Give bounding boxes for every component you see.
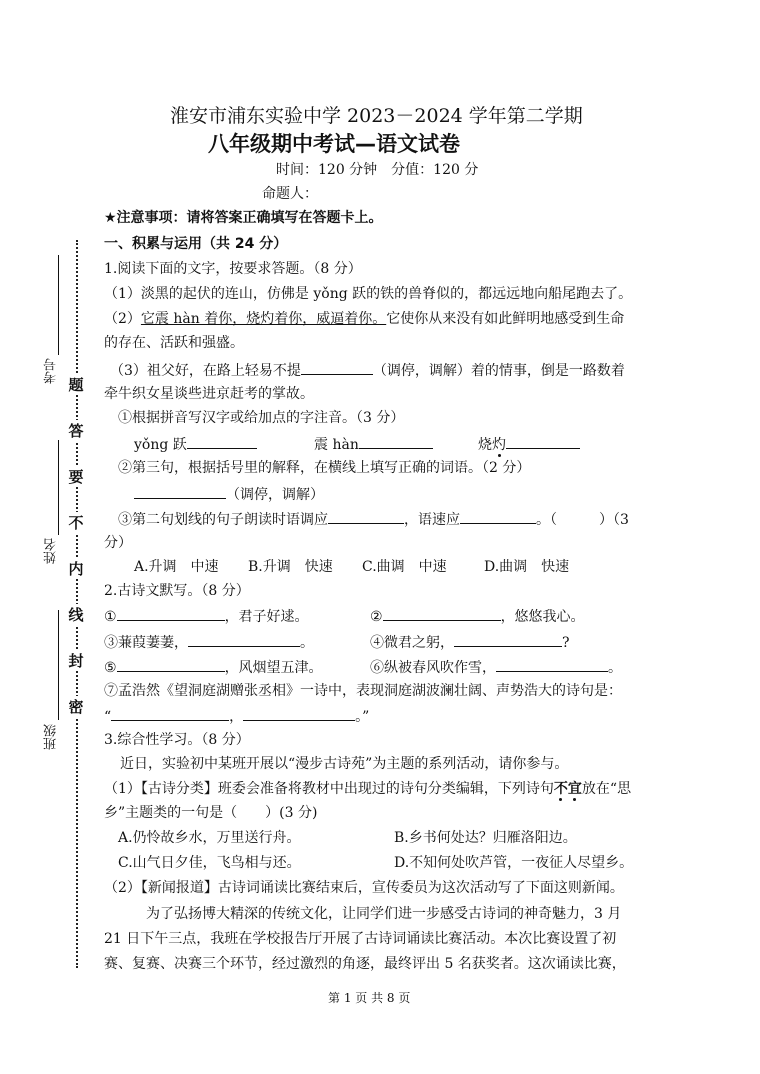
q2-text-5: ，风烟望五津。 <box>224 660 323 676</box>
poem-blank-7[interactable] <box>111 706 229 721</box>
q1-sub3 <box>118 509 629 529</box>
q1-p3-blank[interactable] <box>301 360 373 375</box>
q2-num-5: ⑤ <box>104 660 117 676</box>
q1-sub3-cont: 分） <box>104 535 132 551</box>
name-answer-line <box>58 440 59 535</box>
q2-end-4: ? <box>562 635 570 651</box>
time-score: 时间：120 分钟 分值：120 分 <box>276 162 479 178</box>
q2-line-7: ⑦孟浩然《望洞庭湖赠张丞相》一诗中，表现洞庭湖波澜壮阔、声势浩大的诗句是： <box>104 683 622 699</box>
answer-blank-yong[interactable] <box>187 434 257 449</box>
answer-blank-han[interactable] <box>359 434 433 449</box>
q2-text-4: ④微君之躬， <box>370 635 454 651</box>
q2-text-1: ，君子好逑。 <box>224 609 309 625</box>
q2-line-2 <box>370 606 585 626</box>
q1-option-a[interactable]: A.升调 中速 <box>134 559 219 575</box>
q3-dotted-bu: 不 <box>553 781 568 797</box>
q2-num-1: ① <box>104 609 117 625</box>
q3-sub2: （2）【新闻报道】古诗词诵读比赛结束后，宣传委员为这次活动写了下面这则新闻。 <box>104 880 624 896</box>
seal-char: 封 <box>64 650 88 671</box>
q1-sub2-answer <box>134 484 324 504</box>
q2-line-6 <box>370 657 622 677</box>
q2-line-1 <box>104 606 309 626</box>
q2-title: 2.古诗文默写。（8 分） <box>104 583 250 599</box>
label-class: 班级 <box>44 724 59 750</box>
q3-option-d[interactable]: D.不知何处吹芦管，一夜征人尽望乡。 <box>394 855 634 871</box>
q3-dotted-yi: 宜 <box>567 781 582 797</box>
poem-blank-4[interactable] <box>454 632 562 647</box>
poem-blank-8[interactable] <box>243 706 355 721</box>
q3-sub1-a: （1）【古诗分类】班委会准备将教材中出现过的诗句分类编辑，下列诗句 <box>104 781 554 797</box>
q1-option-c[interactable]: C.曲调 中速 <box>362 559 447 575</box>
q2-line-3 <box>104 632 314 652</box>
q1-passage-3 <box>110 360 625 380</box>
q1-option-b[interactable]: B.升调 快速 <box>248 559 333 575</box>
q1-sub2-options: （调停，调解） <box>226 487 324 503</box>
q1-passage-3-cont: 牵牛织女星谈些进京赶考的掌故。 <box>104 386 314 402</box>
word-shao: 烧 <box>478 437 492 453</box>
q1-p3-a: （3）祖父好，在路上轻易不提 <box>110 363 301 379</box>
word-han: 震 hàn <box>314 437 359 453</box>
q1-sub2: ②第三句，根据括号里的解释，在横线上填写正确的词语。（2 分） <box>118 460 531 476</box>
q2-comma: ， <box>229 709 244 725</box>
poem-blank-3[interactable] <box>188 632 300 647</box>
q2-text-2: ，悠悠我心。 <box>500 609 585 625</box>
q1-sub1-words-2 <box>314 434 433 454</box>
poem-blank-1[interactable] <box>117 606 225 621</box>
q1-passage-2-cont: 的存在、活跃和强盛。 <box>104 335 244 351</box>
q1-sub3-a: ③第二句划线的句子朗读时语调应 <box>118 512 328 528</box>
poem-blank-2[interactable] <box>383 606 501 621</box>
answer-blank-tone[interactable] <box>328 509 404 524</box>
q2-line-4 <box>370 632 570 652</box>
q3-option-b[interactable]: B.乡书何处达？归雁洛阳边。 <box>394 830 577 846</box>
q1-sub3-c: 。（ ）（3 <box>536 512 629 528</box>
label-name: 姓名 <box>44 538 59 564</box>
answer-blank-zhuo[interactable] <box>506 434 580 449</box>
q2-end-6: 。 <box>608 660 622 676</box>
q2-line-8 <box>104 706 369 726</box>
label-exam-id: 考号 <box>44 358 59 384</box>
q3-option-a[interactable]: A.仍怜故乡水，万里送行舟。 <box>118 830 301 846</box>
seal-char: 不 <box>64 512 88 533</box>
answer-blank-speed[interactable] <box>460 509 536 524</box>
q3-sub1-b: 放在“思 <box>581 781 632 797</box>
q1-p3-b: （调停，调解）着的情事，倒是一路数着 <box>372 363 625 379</box>
exam-title: 八年级期中考试—语文试卷 <box>208 132 460 156</box>
page-footer: 第 1 页 共 8 页 <box>328 991 411 1005</box>
seal-char: 线 <box>64 604 88 625</box>
q1-sub3-b: ，语速应 <box>404 512 460 528</box>
seal-char: 要 <box>64 466 88 487</box>
seal-char: 题 <box>64 374 88 395</box>
q3-news-1: 为了弘扬博大精深的传统文化，让同学们进一步感受古诗词的神奇魅力，3 月 <box>146 906 622 922</box>
q3-sub1 <box>104 780 631 798</box>
q1-sub1: ①根据拼音写汉字或给加点的字注音。（3 分） <box>118 410 405 426</box>
q1-passage-1: （1）淡黑的起伏的连山，仿佛是 yǒng 跃的铁的兽脊似的，都远远地向船尾跑去了。 <box>104 286 633 302</box>
q2-num-2: ② <box>370 609 383 625</box>
id-answer-line <box>58 255 59 355</box>
q1-underlined-sentence: 它震 hàn 着你，烧灼着你，威逼着你。 <box>140 311 387 327</box>
q3-sub1-cont: 乡”主题类的一句是（ ）(3 分) <box>104 805 318 821</box>
q1-title: 1.阅读下面的文字，按要求答题。（8 分） <box>104 261 362 277</box>
q1-sub1-words-3 <box>478 434 580 454</box>
word-yong: yǒng 跃 <box>134 437 187 453</box>
q1-sub1-words <box>134 434 257 454</box>
poem-blank-5[interactable] <box>117 657 225 672</box>
q1-passage-2 <box>104 310 624 328</box>
q2-text-3: ③蒹葭萋萋， <box>104 635 188 651</box>
seal-char: 答 <box>64 420 88 441</box>
author-label: 命题人： <box>262 186 318 202</box>
q2-open-quote: “ <box>104 709 112 725</box>
q1-option-d[interactable]: D.曲调 快速 <box>484 559 570 575</box>
q3-option-c[interactable]: C.山气日夕佳，飞鸟相与还。 <box>118 855 301 871</box>
notice: ★注意事项：请将答案正确填写在答题卡上。 <box>104 210 383 226</box>
q3-title: 3.综合性学习。（8 分） <box>104 732 250 748</box>
q1-p2-num: （2） <box>104 311 141 327</box>
q3-intro: 近日，实验初中某班开展以“漫步古诗苑”为主题的系列活动，请你参与。 <box>120 756 569 772</box>
section1-title: 一、积累与运用（共 24 分） <box>104 236 288 252</box>
class-answer-line <box>58 610 59 720</box>
q3-news-3: 赛、复赛、决赛三个环节，经过激烈的角逐，最终评出 5 名获奖者。这次诵读比赛， <box>104 956 626 972</box>
word-zhuo-dotted: 灼 <box>492 437 506 453</box>
q2-end-3: 。 <box>300 635 314 651</box>
q2-text-6: ⑥纵被春风吹作雪， <box>370 660 496 676</box>
poem-blank-6[interactable] <box>496 657 608 672</box>
school-line: 淮安市浦东实验中学 2023－2024 学年第二学期 <box>170 105 583 127</box>
answer-blank-sub2[interactable] <box>134 484 226 499</box>
q1-p2-rest: 它使你从来没有如此鲜明地感受到生命 <box>386 311 625 327</box>
q3-news-2: 21 日下午三点，我班在学校报告厅开展了古诗词诵读比赛活动。本次比赛设置了初 <box>104 931 617 947</box>
q2-close-quote: 。” <box>355 709 370 725</box>
seal-char: 密 <box>64 696 88 717</box>
q2-line-5 <box>104 657 323 677</box>
seal-char: 内 <box>64 558 88 579</box>
